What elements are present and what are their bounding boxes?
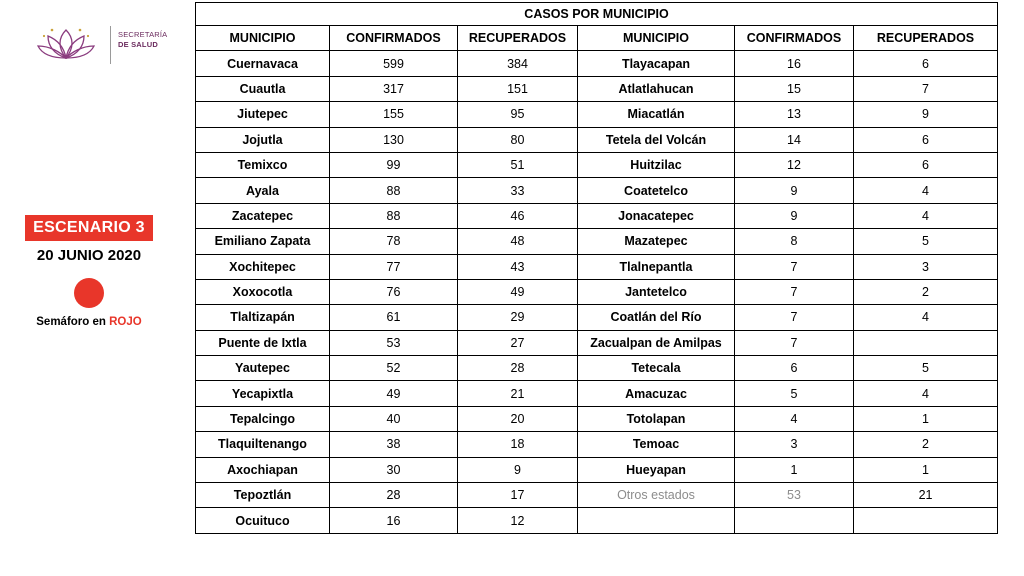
- confirmados-cell: 16: [330, 508, 458, 533]
- municipio-cell: Miacatlán: [578, 102, 735, 127]
- recuperados-cell: 151: [458, 76, 578, 101]
- municipio-cell: Tepoztlán: [196, 483, 330, 508]
- table-row: [196, 76, 998, 101]
- recuperados-cell: 9: [458, 457, 578, 482]
- confirmados-cell: 38: [330, 432, 458, 457]
- confirmados-cell: 40: [330, 406, 458, 431]
- confirmados-cell: 130: [330, 127, 458, 152]
- municipio-cell: Otros estados: [578, 483, 735, 508]
- municipio-cell: Cuernavaca: [196, 51, 330, 76]
- confirmados-cell: 9: [735, 178, 854, 203]
- confirmados-cell: 30: [330, 457, 458, 482]
- municipio-cell: Ocuituco: [196, 508, 330, 533]
- municipio-cell: Tlalnepantla: [578, 254, 735, 279]
- logo-line-1: SECRETARÍA: [118, 30, 168, 39]
- semaforo-color: ROJO: [109, 316, 142, 328]
- recuperados-cell: 9: [854, 102, 998, 127]
- table-row: [196, 178, 998, 203]
- municipio-cell: Tetecala: [578, 356, 735, 381]
- recuperados-cell: 27: [458, 330, 578, 355]
- confirmados-cell: 8: [735, 229, 854, 254]
- confirmados-cell: 155: [330, 102, 458, 127]
- red-traffic-light-icon: [74, 278, 104, 308]
- confirmados-cell: 3: [735, 432, 854, 457]
- recuperados-cell: 4: [854, 178, 998, 203]
- confirmados-cell: 7: [735, 279, 854, 304]
- column-header: CONFIRMADOS: [735, 26, 854, 51]
- column-header: RECUPERADOS: [854, 26, 998, 51]
- table-row: [196, 457, 998, 482]
- table-row: [196, 102, 998, 127]
- confirmados-cell: 61: [330, 305, 458, 330]
- municipio-cell: Jonacatepec: [578, 203, 735, 228]
- municipio-cell: Amacuzac: [578, 381, 735, 406]
- recuperados-cell: 18: [458, 432, 578, 457]
- semaforo-prefix: Semáforo en: [36, 316, 110, 328]
- municipio-cell: Axochiapan: [196, 457, 330, 482]
- confirmados-cell: 53: [735, 483, 854, 508]
- table-row: [196, 152, 998, 177]
- confirmados-cell: 88: [330, 178, 458, 203]
- confirmados-cell: 6: [735, 356, 854, 381]
- recuperados-cell: 7: [854, 76, 998, 101]
- recuperados-cell: 3: [854, 254, 998, 279]
- recuperados-cell: 95: [458, 102, 578, 127]
- confirmados-cell: 52: [330, 356, 458, 381]
- scenario-badge: ESCENARIO 3: [25, 215, 153, 241]
- confirmados-cell: 49: [330, 381, 458, 406]
- confirmados-cell: [735, 508, 854, 533]
- recuperados-cell: 20: [458, 406, 578, 431]
- confirmados-cell: 599: [330, 51, 458, 76]
- municipio-cell: Mazatepec: [578, 229, 735, 254]
- recuperados-cell: 4: [854, 305, 998, 330]
- table-row: [196, 254, 998, 279]
- recuperados-cell: 5: [854, 229, 998, 254]
- scenario-panel: [20, 215, 158, 328]
- municipio-cell: Zacatepec: [196, 203, 330, 228]
- municipio-cell: Jantetelco: [578, 279, 735, 304]
- municipio-cell: Tepalcingo: [196, 406, 330, 431]
- table-row: [196, 127, 998, 152]
- table-title: CASOS POR MUNICIPIO: [196, 3, 998, 26]
- column-header: RECUPERADOS: [458, 26, 578, 51]
- table-row: [196, 483, 998, 508]
- recuperados-cell: 5: [854, 356, 998, 381]
- municipio-cell: Yecapixtla: [196, 381, 330, 406]
- confirmados-cell: 1: [735, 457, 854, 482]
- confirmados-cell: 53: [330, 330, 458, 355]
- municipio-cell: Tlaquiltenango: [196, 432, 330, 457]
- recuperados-cell: 21: [458, 381, 578, 406]
- municipio-cell: Xochitepec: [196, 254, 330, 279]
- confirmados-cell: 15: [735, 76, 854, 101]
- municipio-cell: Emiliano Zapata: [196, 229, 330, 254]
- confirmados-cell: 5: [735, 381, 854, 406]
- confirmados-cell: 13: [735, 102, 854, 127]
- logo-line-2: DE SALUD: [118, 40, 158, 49]
- municipio-cell: Huitzilac: [578, 152, 735, 177]
- confirmados-cell: 78: [330, 229, 458, 254]
- municipio-cell: Tetela del Volcán: [578, 127, 735, 152]
- confirmados-cell: 12: [735, 152, 854, 177]
- logo-divider: [110, 26, 111, 64]
- table-row: [196, 508, 998, 533]
- table-row: [196, 432, 998, 457]
- municipio-cell: Cuautla: [196, 76, 330, 101]
- recuperados-cell: 49: [458, 279, 578, 304]
- recuperados-cell: 1: [854, 406, 998, 431]
- confirmados-cell: 76: [330, 279, 458, 304]
- confirmados-cell: 88: [330, 203, 458, 228]
- table-row: [196, 51, 998, 76]
- municipio-cell: Jojutla: [196, 127, 330, 152]
- confirmados-cell: 16: [735, 51, 854, 76]
- column-header: MUNICIPIO: [578, 26, 735, 51]
- recuperados-cell: 43: [458, 254, 578, 279]
- table-row: [196, 229, 998, 254]
- recuperados-cell: 384: [458, 51, 578, 76]
- confirmados-cell: 28: [330, 483, 458, 508]
- municipio-cell: Tlayacapan: [578, 51, 735, 76]
- municipio-cell: Puente de Ixtla: [196, 330, 330, 355]
- recuperados-cell: 12: [458, 508, 578, 533]
- recuperados-cell: 4: [854, 203, 998, 228]
- confirmados-cell: 7: [735, 330, 854, 355]
- municipio-cell: Hueyapan: [578, 457, 735, 482]
- column-header: CONFIRMADOS: [330, 26, 458, 51]
- municipio-cell: Coatetelco: [578, 178, 735, 203]
- recuperados-cell: [854, 508, 998, 533]
- recuperados-cell: 21: [854, 483, 998, 508]
- logo-text: [118, 30, 167, 50]
- confirmados-cell: 317: [330, 76, 458, 101]
- recuperados-cell: 80: [458, 127, 578, 152]
- municipio-cell: Temixco: [196, 152, 330, 177]
- cases-table: [195, 2, 998, 534]
- recuperados-cell: 4: [854, 381, 998, 406]
- municipio-cell: Zacualpan de Amilpas: [578, 330, 735, 355]
- recuperados-cell: 6: [854, 152, 998, 177]
- table-row: [196, 406, 998, 431]
- confirmados-cell: 99: [330, 152, 458, 177]
- secretaria-de-salud-logo: [30, 20, 180, 70]
- recuperados-cell: 29: [458, 305, 578, 330]
- confirmados-cell: 77: [330, 254, 458, 279]
- confirmados-cell: 4: [735, 406, 854, 431]
- municipio-cell: Yautepec: [196, 356, 330, 381]
- recuperados-cell: 6: [854, 51, 998, 76]
- recuperados-cell: 28: [458, 356, 578, 381]
- municipio-cell: Ayala: [196, 178, 330, 203]
- confirmados-cell: 7: [735, 305, 854, 330]
- lotus-logo-icon: [34, 24, 98, 64]
- recuperados-cell: [854, 330, 998, 355]
- table-row: [196, 279, 998, 304]
- recuperados-cell: 2: [854, 279, 998, 304]
- semaforo-label: [20, 316, 158, 328]
- table-row: [196, 381, 998, 406]
- confirmados-cell: 9: [735, 203, 854, 228]
- recuperados-cell: 2: [854, 432, 998, 457]
- table-row: [196, 330, 998, 355]
- recuperados-cell: 1: [854, 457, 998, 482]
- municipio-cell: [578, 508, 735, 533]
- municipio-cell: Totolapan: [578, 406, 735, 431]
- table-row: [196, 356, 998, 381]
- confirmados-cell: 7: [735, 254, 854, 279]
- table-row: [196, 203, 998, 228]
- table-row: [196, 305, 998, 330]
- recuperados-cell: 17: [458, 483, 578, 508]
- recuperados-cell: 48: [458, 229, 578, 254]
- municipio-cell: Jiutepec: [196, 102, 330, 127]
- recuperados-cell: 6: [854, 127, 998, 152]
- municipio-cell: Xoxocotla: [196, 279, 330, 304]
- municipio-cell: Temoac: [578, 432, 735, 457]
- municipio-cell: Coatlán del Río: [578, 305, 735, 330]
- scenario-date: 20 JUNIO 2020: [36, 247, 142, 264]
- recuperados-cell: 51: [458, 152, 578, 177]
- municipio-cell: Atlatlahucan: [578, 76, 735, 101]
- municipio-cell: Tlaltizapán: [196, 305, 330, 330]
- table-header-row: [196, 26, 998, 51]
- confirmados-cell: 14: [735, 127, 854, 152]
- recuperados-cell: 33: [458, 178, 578, 203]
- recuperados-cell: 46: [458, 203, 578, 228]
- column-header: MUNICIPIO: [196, 26, 330, 51]
